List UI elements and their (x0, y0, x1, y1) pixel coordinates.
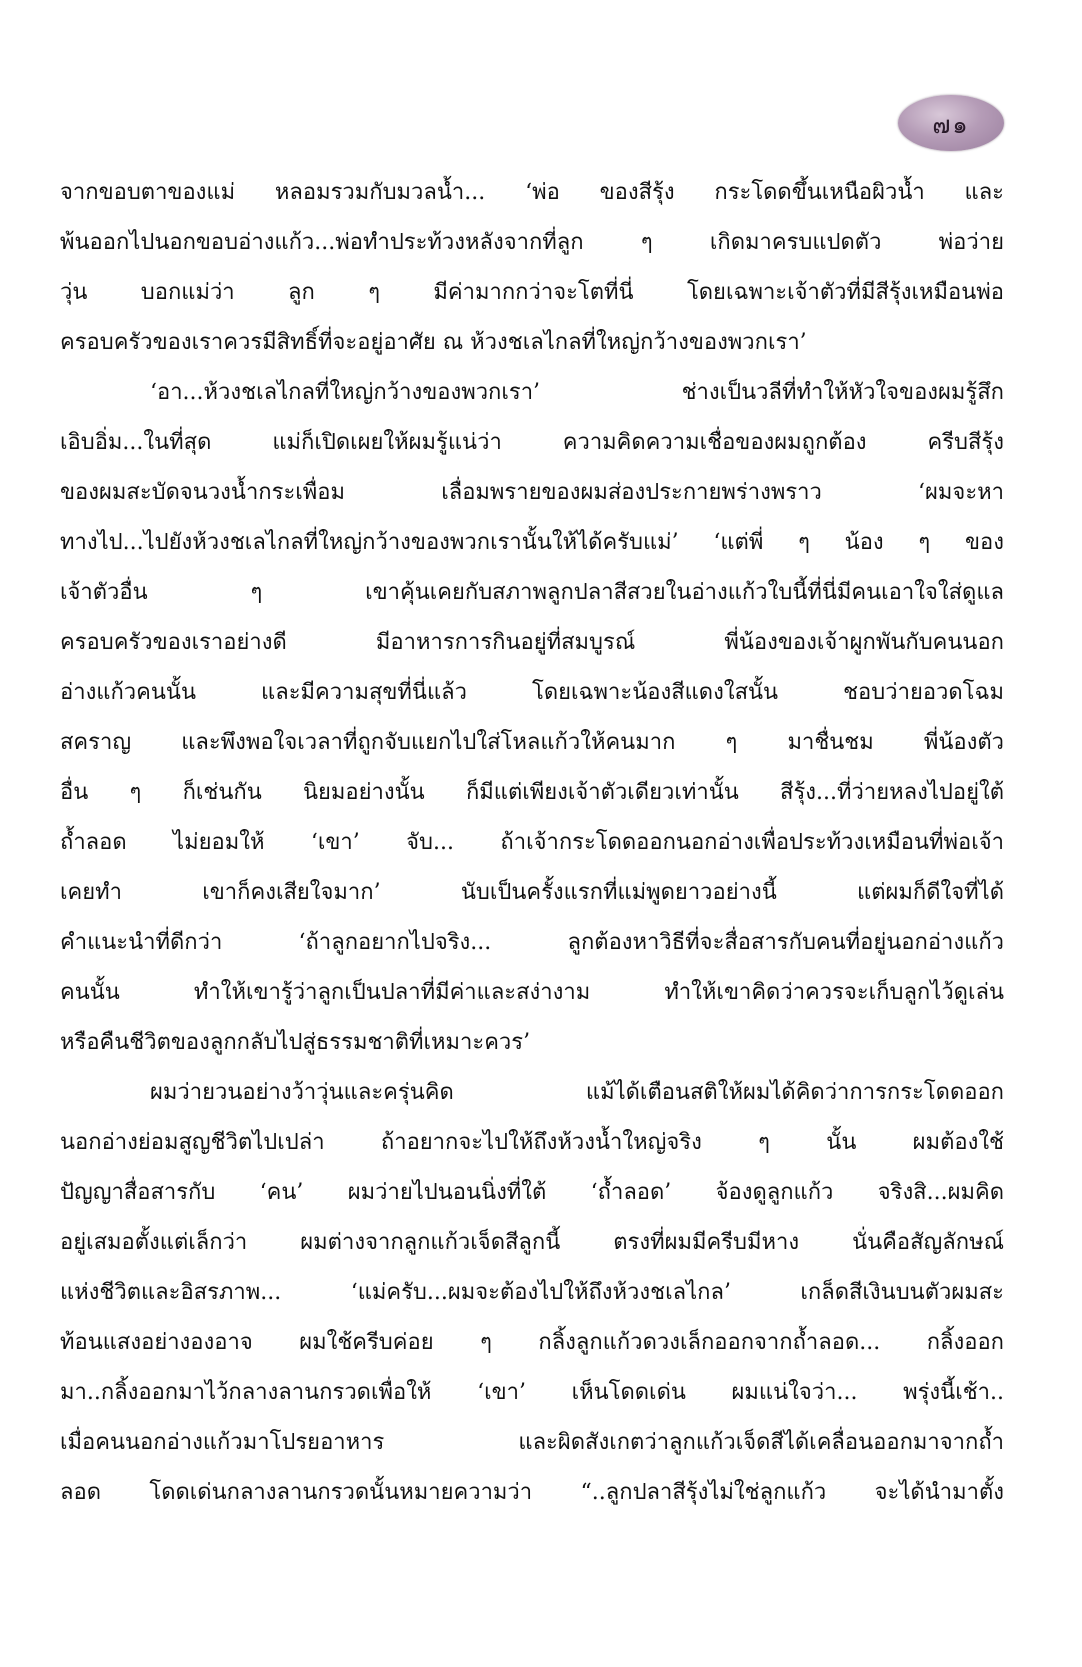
text-line: แห่งชีวิตและอิสรภาพ... ‘แม่ครับ...ผมจะต้องไปให้ถึงห้วงชเลไกล’ เกล็ดสีเงินบนตัวผมสะ (60, 1280, 1004, 1305)
text-line: ‘อา...ห้วงชเลไกลที่ใหญ่กว้างของพวกเรา’ ช่างเป็นวลีที่ทำให้หัวใจของผมรู้สึก (150, 380, 1004, 405)
text-line: ครอบครัวของเราอย่างดี มีอาหารการกินอยู่ที่สมบูรณ์ พี่น้องของเจ้าผูกพันกับคนนอก (60, 630, 1004, 655)
text-line: คนนั้น ทำให้เขารู้ว่าลูกเป็นปลาที่มีค่าและสง่างาม ทำให้เขาคิดว่าควรจะเก็บลูกไว้ดูเล่น (60, 980, 1004, 1005)
text-line: อ่างแก้วคนนั้น และมีความสุขที่นี่แล้ว โดยเฉพาะน้องสีแดงใสนั้น ชอบว่ายอวดโฉม (60, 680, 1004, 705)
text-line: ลอด โดดเด่นกลางลานกรวดนั้นหมายความว่า “..ลูกปลาสีรุ้งไม่ใช่ลูกแก้ว จะได้นำมาตั้ง (60, 1480, 1004, 1505)
text-line: ถ้ำลอด ไม่ยอมให้ ‘เขา’ จับ... ถ้าเจ้ากระโดดออกนอกอ่างเพื่อประท้วงเหมือนที่พ่อเจ้า (60, 830, 1004, 855)
text-line: ปัญญาสื่อสารกับ ‘คน’ ผมว่ายไปนอนนิ่งที่ใต้ ‘ถ้ำลอด’ จ้องดูลูกแก้ว จริงสิ...ผมคิด (60, 1180, 1004, 1205)
text-line: ท้อนแสงอย่างองอาจ ผมใช้ครีบค่อย ๆ กลิ้งลูกแก้วดวงเล็กออกจากถ้ำลอด... กลิ้งออก (60, 1330, 1004, 1355)
text-line: ทางไป...ไปยังห้วงชเลไกลที่ใหญ่กว้างของพวกเรานั้นให้ได้ครับแม่’ ‘แต่พี่ ๆ น้อง ๆ ของ (60, 530, 1004, 555)
text-line: เคยทำ เขาก็คงเสียใจมาก’ นับเป็นครั้งแรกที่แม่พูดยาวอย่างนี้ แต่ผมก็ดีใจที่ได้ (60, 880, 1004, 905)
text-line: เจ้าตัวอื่น ๆ เขาคุ้นเคยกับสภาพลูกปลาสีสวยในอ่างแก้วใบนี้ที่นี่มีคนเอาใจใส่ดูแล (60, 580, 1004, 605)
text-line: สคราญ และพึงพอใจเวลาที่ถูกจับแยกไปใส่โหลแก้วให้คนมาก ๆ มาชื่นชม พี่น้องตัว (60, 730, 1004, 755)
text-line: จากขอบตาของแม่ หลอมรวมกับมวลน้ำ... ‘พ่อ ของสีรุ้ง กระโดดขึ้นเหนือผิวน้ำ และ (60, 180, 1004, 205)
text-line: เมื่อคนนอกอ่างแก้วมาโปรยอาหาร และผิดสังเกตว่าลูกแก้วเจ็ดสีได้เคลื่อนออกมาจากถ้ำ (60, 1430, 1004, 1455)
text-line: วุ่น บอกแม่ว่า ลูก ๆ มีค่ามากกว่าจะโตที่นี่ โดยเฉพาะเจ้าตัวที่มีสีรุ้งเหมือนพ่อ (60, 280, 1004, 305)
text-line: ครอบครัวของเราควรมีสิทธิ์ที่จะอยู่อาศัย ณ ห้วงชเลไกลที่ใหญ่กว้างของพวกเรา’ (60, 330, 807, 355)
page-number-badge (898, 95, 1004, 151)
body-text (60, 168, 1004, 1518)
text-line: มา..กลิ้งออกมาไว้กลางลานกรวดเพื่อให้ ‘เขา’ เห็นโดดเด่น ผมแน่ใจว่า... พรุ่งนี้เช้า.. (60, 1380, 1004, 1405)
text-line: ผมว่ายวนอย่างว้าวุ่นและครุ่นคิด แม้ได้เตือนสติให้ผมได้คิดว่าการกระโดดออก (150, 1080, 1004, 1105)
text-line: เอิบอิ่ม...ในที่สุด แม่ก็เปิดเผยให้ผมรู้แน่ว่า ความคิดความเชื่อของผมถูกต้อง ครีบสีรุ้ง (60, 430, 1004, 455)
text-line: อื่น ๆ ก็เช่นกัน นิยมอย่างนั้น ก็มีแต่เพียงเจ้าตัวเดียวเท่านั้น สีรุ้ง...ที่ว่ายหลงไปอยู่ใต้ (60, 780, 1004, 805)
text-line: อยู่เสมอตั้งแต่เล็กว่า ผมต่างจากลูกแก้วเจ็ดสีลูกนี้ ตรงที่ผมมีครีบมีหาง นั่นคือสัญลักษณ์ (60, 1230, 1004, 1255)
text-line: หรือคืนชีวิตของลูกกลับไปสู่ธรรมชาติที่เหมาะควร’ (60, 1030, 531, 1055)
text-line: นอกอ่างย่อมสูญชีวิตไปเปล่า ถ้าอยากจะไปให้ถึงห้วงน้ำใหญ่จริง ๆ นั้น ผมต้องใช้ (60, 1130, 1004, 1155)
text-line: คำแนะนำที่ดีกว่า ‘ถ้าลูกอยากไปจริง... ลูกต้องหาวิธีที่จะสื่อสารกับคนที่อยู่นอกอ่างแก้ว (60, 930, 1004, 955)
page-number: ๗๑ (932, 110, 970, 139)
text-line: ของผมสะบัดจนวงน้ำกระเพื่อม เลื่อมพรายของผมส่องประกายพร่างพราว ‘ผมจะหา (60, 480, 1004, 505)
text-line: พ้นออกไปนอกขอบอ่างแก้ว...พ่อทำประท้วงหลังจากที่ลูก ๆ เกิดมาครบแปดตัว พ่อว่าย (60, 230, 1004, 255)
